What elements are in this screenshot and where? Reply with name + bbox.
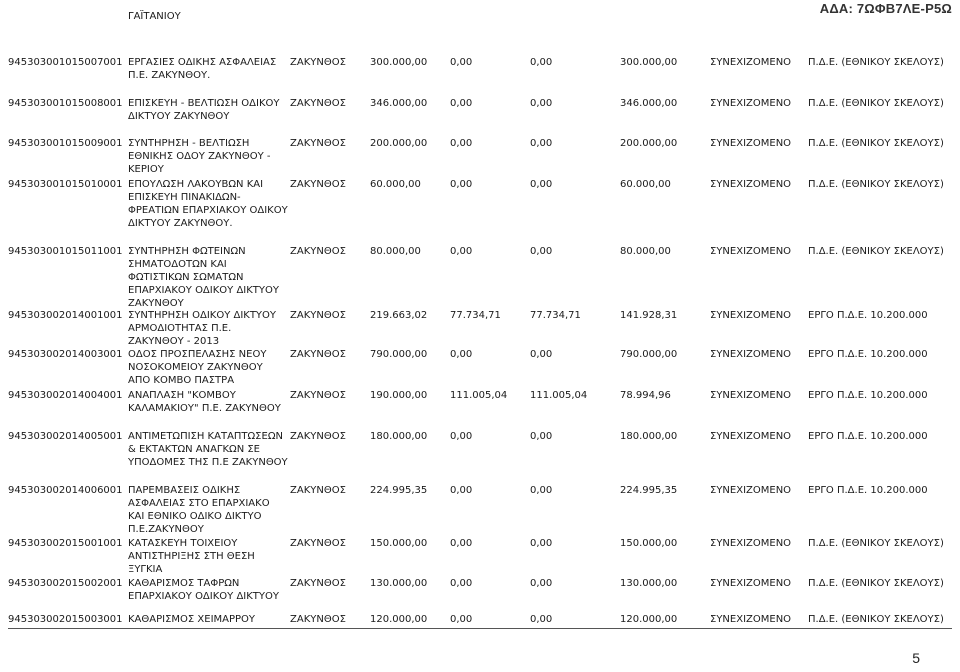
status-cell: ΣΥΝΕΧΙΖΟΜΕΝΟ: [710, 485, 792, 496]
payment2-cell: 0,00: [530, 349, 553, 360]
status-cell: ΣΥΝΕΧΙΖΟΜΕΝΟ: [710, 246, 792, 257]
project-code: 945303002015001001: [8, 538, 123, 549]
payment1-cell: 0,00: [450, 179, 473, 190]
area-cell: ΖΑΚΥΝΘΟΣ: [290, 138, 346, 149]
budget-cell: 190.000,00: [370, 390, 428, 401]
category-cell: Π.Δ.Ε. (ΕΘΝΙΚΟΥ ΣΚΕΛΟΥΣ): [808, 138, 944, 149]
project-description: ΑΝΤΙΜΕΤΩΠΙΣΗ ΚΑΤΑΠΤΩΣΕΩΝ & ΕΚΤΑΚΤΩΝ ΑΝΑΓΚΩΝ ΣΕ ΥΠΟΔΟΜΕΣ ΤΗΣ Π.Ε ΖΑΚΥΝΘΟΥ: [128, 431, 288, 468]
area-cell: ΖΑΚΥΝΘΟΣ: [290, 485, 346, 496]
payment2-cell: 0,00: [530, 485, 553, 496]
status-cell: ΣΥΝΕΧΙΖΟΜΕΝΟ: [710, 578, 792, 589]
budget-cell: 150.000,00: [370, 538, 428, 549]
remaining-cell: 80.000,00: [620, 246, 671, 257]
category-cell: ΕΡΓΟ Π.Δ.Ε. 10.200.000: [808, 349, 928, 360]
project-description: ΑΝΑΠΛΑΣΗ "ΚΟΜΒΟΥ ΚΑΛΑΜΑΚΙΟΥ" Π.Ε. ΖΑΚΥΝΘΟΥ: [128, 390, 281, 414]
budget-cell: 219.663,02: [370, 310, 428, 321]
status-cell: ΣΥΝΕΧΙΖΟΜΕΝΟ: [710, 310, 792, 321]
status-cell: ΣΥΝΕΧΙΖΟΜΕΝΟ: [710, 179, 792, 190]
budget-cell: 180.000,00: [370, 431, 428, 442]
project-code: 945303002014004001: [8, 390, 123, 401]
payment1-cell: 0,00: [450, 57, 473, 68]
remaining-cell: 130.000,00: [620, 578, 678, 589]
area-cell: ΖΑΚΥΝΘΟΣ: [290, 431, 346, 442]
budget-cell: 80.000,00: [370, 246, 421, 257]
status-cell: ΣΥΝΕΧΙΖΟΜΕΝΟ: [710, 57, 792, 68]
category-cell: Π.Δ.Ε. (ΕΘΝΙΚΟΥ ΣΚΕΛΟΥΣ): [808, 98, 944, 109]
payment2-cell: 77.734,71: [530, 310, 581, 321]
category-cell: ΕΡΓΟ Π.Δ.Ε. 10.200.000: [808, 390, 928, 401]
project-description: ΣΥΝΤΗΡΗΣΗ ΦΩΤΕΙΝΩΝ ΣΗΜΑΤΟΔΟΤΩΝ ΚΑΙ ΦΩΤΙΣΤΙΚΩΝ ΣΩΜΑΤΩΝ ΕΠΑΡΧΙΑΚΟΥ ΟΔΙΚΟΥ ΔΙΚΤΥΟΥ ΖΑΚΥΝΘΟΥ: [128, 246, 279, 309]
project-description: ΣΥΝΤΗΡΗΣΗ - ΒΕΛΤΙΩΣΗ ΕΘΝΙΚΗΣ ΟΔΟΥ ΖΑΚΥΝΘΟΥ - ΚΕΡΙΟΥ: [128, 138, 271, 175]
remaining-cell: 224.995,35: [620, 485, 678, 496]
status-cell: ΣΥΝΕΧΙΖΟΜΕΝΟ: [710, 614, 792, 625]
payment2-cell: 111.005,04: [530, 390, 588, 401]
budget-cell: 346.000,00: [370, 98, 428, 109]
page-number: 5: [912, 650, 920, 666]
status-cell: ΣΥΝΕΧΙΖΟΜΕΝΟ: [710, 538, 792, 549]
area-cell: ΖΑΚΥΝΘΟΣ: [290, 578, 346, 589]
payment1-cell: 0,00: [450, 614, 473, 625]
payment1-cell: 0,00: [450, 98, 473, 109]
category-cell: ΕΡΓΟ Π.Δ.Ε. 10.200.000: [808, 485, 928, 496]
payment2-cell: 0,00: [530, 578, 553, 589]
project-code: 945303002014006001: [8, 485, 123, 496]
project-code: 945303001015008001: [8, 98, 123, 109]
project-description: ΠΑΡΕΜΒΑΣΕΙΣ ΟΔΙΚΗΣ ΑΣΦΑΛΕΙΑΣ ΣΤΟ ΕΠΑΡΧΙΑΚΟ ΚΑΙ ΕΘΝΙΚΟ ΟΔΙΚΟ ΔΙΚΤΥΟ Π.Ε.ΖΑΚΥΝΘΟΥ: [128, 485, 270, 535]
remaining-cell: 120.000,00: [620, 614, 678, 625]
area-cell: ΖΑΚΥΝΘΟΣ: [290, 614, 346, 625]
area-cell: ΖΑΚΥΝΘΟΣ: [290, 246, 346, 257]
continued-description: ΓΑΪΤΑΝΙΟΥ: [128, 11, 181, 22]
category-cell: Π.Δ.Ε. (ΕΘΝΙΚΟΥ ΣΚΕΛΟΥΣ): [808, 179, 944, 190]
project-description: ΚΑΘΑΡΙΣΜΟΣ ΧΕΙΜΑΡΡΟΥ: [128, 614, 256, 625]
project-code: 945303001015011001: [8, 246, 123, 257]
payment1-cell: 0,00: [450, 138, 473, 149]
footer-rule: [8, 628, 952, 629]
remaining-cell: 78.994,96: [620, 390, 671, 401]
payment2-cell: 0,00: [530, 431, 553, 442]
payment1-cell: 77.734,71: [450, 310, 501, 321]
payment1-cell: 0,00: [450, 578, 473, 589]
area-cell: ΖΑΚΥΝΘΟΣ: [290, 179, 346, 190]
budget-cell: 300.000,00: [370, 57, 428, 68]
budget-cell: 224.995,35: [370, 485, 428, 496]
remaining-cell: 346.000,00: [620, 98, 678, 109]
payment2-cell: 0,00: [530, 246, 553, 257]
project-description: ΚΑΤΑΣΚΕΥΗ ΤΟΙΧΕΙΟΥ ΑΝΤΙΣΤΗΡΙΞΗΣ ΣΤΗ ΘΕΣΗ ΞΥΓΚΙΑ: [128, 538, 255, 575]
project-code: 945303002014005001: [8, 431, 123, 442]
category-cell: Π.Δ.Ε. (ΕΘΝΙΚΟΥ ΣΚΕΛΟΥΣ): [808, 614, 944, 625]
project-description: ΟΔΟΣ ΠΡΟΣΠΕΛΑΣΗΣ ΝΕΟΥ ΝΟΣΟΚΟΜΕΙΟΥ ΖΑΚΥΝΘΟΥ ΑΠΟ ΚΟΜΒΟ ΠΑΣΤΡΑ: [128, 349, 267, 386]
category-cell: Π.Δ.Ε. (ΕΘΝΙΚΟΥ ΣΚΕΛΟΥΣ): [808, 246, 944, 257]
project-code: 945303002014003001: [8, 349, 123, 360]
remaining-cell: 180.000,00: [620, 431, 678, 442]
budget-cell: 120.000,00: [370, 614, 428, 625]
area-cell: ΖΑΚΥΝΘΟΣ: [290, 310, 346, 321]
project-code: 945303001015010001: [8, 179, 123, 190]
status-cell: ΣΥΝΕΧΙΖΟΜΕΝΟ: [710, 349, 792, 360]
status-cell: ΣΥΝΕΧΙΖΟΜΕΝΟ: [710, 98, 792, 109]
status-cell: ΣΥΝΕΧΙΖΟΜΕΝΟ: [710, 138, 792, 149]
budget-cell: 60.000,00: [370, 179, 421, 190]
status-cell: ΣΥΝΕΧΙΖΟΜΕΝΟ: [710, 431, 792, 442]
area-cell: ΖΑΚΥΝΘΟΣ: [290, 98, 346, 109]
project-description: ΕΠΙΣΚΕΥΗ - ΒΕΛΤΙΩΣΗ ΟΔΙΚΟΥ ΔΙΚΤΥΟΥ ΖΑΚΥΝΘΟΥ: [128, 98, 280, 122]
payment1-cell: 0,00: [450, 431, 473, 442]
category-cell: Π.Δ.Ε. (ΕΘΝΙΚΟΥ ΣΚΕΛΟΥΣ): [808, 578, 944, 589]
ada-stamp: ΑΔΑ: 7ΩΦΒ7ΛΕ-Ρ5Ω: [819, 1, 952, 16]
payment1-cell: 0,00: [450, 246, 473, 257]
status-cell: ΣΥΝΕΧΙΖΟΜΕΝΟ: [710, 390, 792, 401]
area-cell: ΖΑΚΥΝΘΟΣ: [290, 349, 346, 360]
remaining-cell: 150.000,00: [620, 538, 678, 549]
remaining-cell: 60.000,00: [620, 179, 671, 190]
area-cell: ΖΑΚΥΝΘΟΣ: [290, 390, 346, 401]
payment1-cell: 111.005,04: [450, 390, 508, 401]
remaining-cell: 141.928,31: [620, 310, 678, 321]
budget-cell: 790.000,00: [370, 349, 428, 360]
project-description: ΣΥΝΤΗΡΗΣΗ ΟΔΙΚΟΥ ΔΙΚΤΥΟΥ ΑΡΜΟΔΙΟΤΗΤΑΣ Π.Ε. ΖΑΚΥΝΘΟΥ - 2013: [128, 310, 277, 347]
project-description: ΕΡΓΑΣΙΕΣ ΟΔΙΚΗΣ ΑΣΦΑΛΕΙΑΣ Π.Ε. ΖΑΚΥΝΘΟΥ.: [128, 57, 277, 81]
area-cell: ΖΑΚΥΝΘΟΣ: [290, 538, 346, 549]
category-cell: ΕΡΓΟ Π.Δ.Ε. 10.200.000: [808, 431, 928, 442]
project-description: ΚΑΘΑΡΙΣΜΟΣ ΤΑΦΡΩΝ ΕΠΑΡΧΙΑΚΟΥ ΟΔΙΚΟΥ ΔΙΚΤΥΟΥ: [128, 578, 279, 602]
payment1-cell: 0,00: [450, 538, 473, 549]
project-code: 945303001015007001: [8, 57, 123, 68]
budget-cell: 130.000,00: [370, 578, 428, 589]
category-cell: Π.Δ.Ε. (ΕΘΝΙΚΟΥ ΣΚΕΛΟΥΣ): [808, 538, 944, 549]
project-code: 945303002015002001: [8, 578, 123, 589]
remaining-cell: 200.000,00: [620, 138, 678, 149]
category-cell: ΕΡΓΟ Π.Δ.Ε. 10.200.000: [808, 310, 928, 321]
remaining-cell: 790.000,00: [620, 349, 678, 360]
payment2-cell: 0,00: [530, 57, 553, 68]
project-code: 945303002015003001: [8, 614, 123, 625]
payment2-cell: 0,00: [530, 614, 553, 625]
remaining-cell: 300.000,00: [620, 57, 678, 68]
payment2-cell: 0,00: [530, 138, 553, 149]
budget-cell: 200.000,00: [370, 138, 428, 149]
area-cell: ΖΑΚΥΝΘΟΣ: [290, 57, 346, 68]
payment1-cell: 0,00: [450, 349, 473, 360]
project-description: ΕΠΟΥΛΩΣΗ ΛΑΚΟΥΒΩΝ ΚΑΙ ΕΠΙΣΚΕΥΗ ΠΙΝΑΚΙΔΩΝ-ΦΡΕΑΤΙΩΝ ΕΠΑΡΧΙΑΚΟΥ ΟΔΙΚΟΥ ΔΙΚΤΥΟΥ ΖΑΚΥΝΘΟΥ.: [128, 179, 288, 229]
payment1-cell: 0,00: [450, 485, 473, 496]
project-code: 945303001015009001: [8, 138, 123, 149]
category-cell: Π.Δ.Ε. (ΕΘΝΙΚΟΥ ΣΚΕΛΟΥΣ): [808, 57, 944, 68]
project-code: 945303002014001001: [8, 310, 123, 321]
payment2-cell: 0,00: [530, 538, 553, 549]
payment2-cell: 0,00: [530, 98, 553, 109]
payment2-cell: 0,00: [530, 179, 553, 190]
